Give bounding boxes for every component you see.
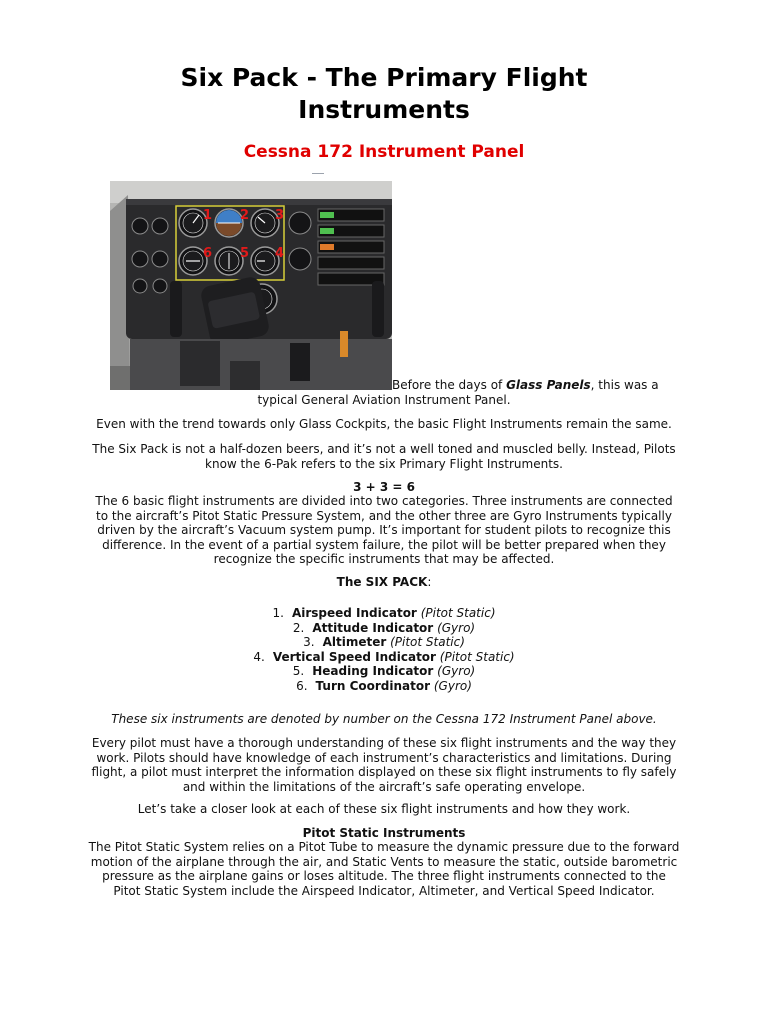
svg-text:2: 2 [240, 208, 250, 223]
intro-paragraph-line1: Before the days of Glass Panels, this was a [392, 378, 659, 392]
svg-text:4: 4 [275, 246, 285, 261]
list-item: 2. Attitude Indicator (Gyro) [292, 620, 476, 635]
pitot-static-heading: Pitot Static Instruments [302, 826, 466, 840]
list-item: 3. Altimeter (Pitot Static) [303, 635, 465, 649]
section-subtitle: Cessna 172 Instrument Panel [243, 142, 525, 162]
pitot-static-paragraph: The Pitot Static System relies on a Pitot Tube to measure the dynamic pressure due to the forward motion of the airplane through the air, and Static Vents to measure the static, outside barometric pressure as the airplane gains or loses altitude. The three flight instruments connected to the Pitot Static System include the Airspeed Indicator, Altimeter, and Vertical Speed Indicator. [88, 840, 680, 898]
six-pack-heading: The SIX PACK: [336, 575, 432, 589]
list-item: 5. Heading Indicator (Gyro) [292, 664, 476, 678]
intro-paragraph-line2: typical General Aviation Instrument Panel. [257, 393, 511, 407]
decorative-mark [312, 173, 324, 174]
denoted-note: These six instruments are denoted by number on the Cessna 172 Instrument Panel above. [111, 712, 657, 726]
six-pack-meaning-paragraph: The Six Pack is not a half-dozen beers, and it’s not a well toned and muscled belly. Instead, Pilots know the 6-Pak refers to the six Primary Flight Instruments. [92, 442, 676, 471]
cessna-instrument-panel-photo [110, 181, 392, 390]
glass-panels-term: Glass Panels [506, 378, 591, 392]
svg-text:5: 5 [240, 246, 250, 261]
svg-text:3: 3 [275, 208, 285, 223]
glass-cockpits-paragraph: Even with the trend towards only Glass Cockpits, the basic Flight Instruments remain the same. [96, 417, 672, 431]
list-item: 1. Airspeed Indicator (Pitot Static) [272, 606, 496, 620]
six-instruments-list [88, 606, 680, 693]
categories-paragraph: The 6 basic flight instruments are divided into two categories. Three instruments are connected to the aircraft’s Pitot Static Pressure System, and the other three are Gyro Instruments typically driven by the aircraft’s Vacuum system pump. It’s important for student pilots to recognize this difference. In the event of a partial system failure, the pilot will be better prepared when they recognize the specific instruments that may be affected. [95, 494, 673, 566]
svg-text:1: 1 [203, 208, 213, 223]
equation-heading: 3 + 3 = 6 [353, 480, 415, 494]
understanding-paragraph: Every pilot must have a thorough understanding of these six flight instruments and the way they work. Pilots should have knowledge of each instrument’s characteristics and limitations. During flight, a pilot must interpret the information displayed on these six flight instruments to fly safely and within the limitations of the aircraft’s safe operating envelope. [91, 736, 677, 794]
closer-look-paragraph: Let’s take a closer look at each of these six flight instruments and how they work. [137, 802, 631, 816]
list-item: 4. Vertical Speed Indicator (Pitot Static) [253, 649, 515, 664]
svg-text:6: 6 [203, 246, 213, 261]
list-item: 6. Turn Coordinator (Gyro) [296, 678, 472, 693]
page-title: Six Pack - The Primary Flight Instruments [180, 63, 588, 124]
